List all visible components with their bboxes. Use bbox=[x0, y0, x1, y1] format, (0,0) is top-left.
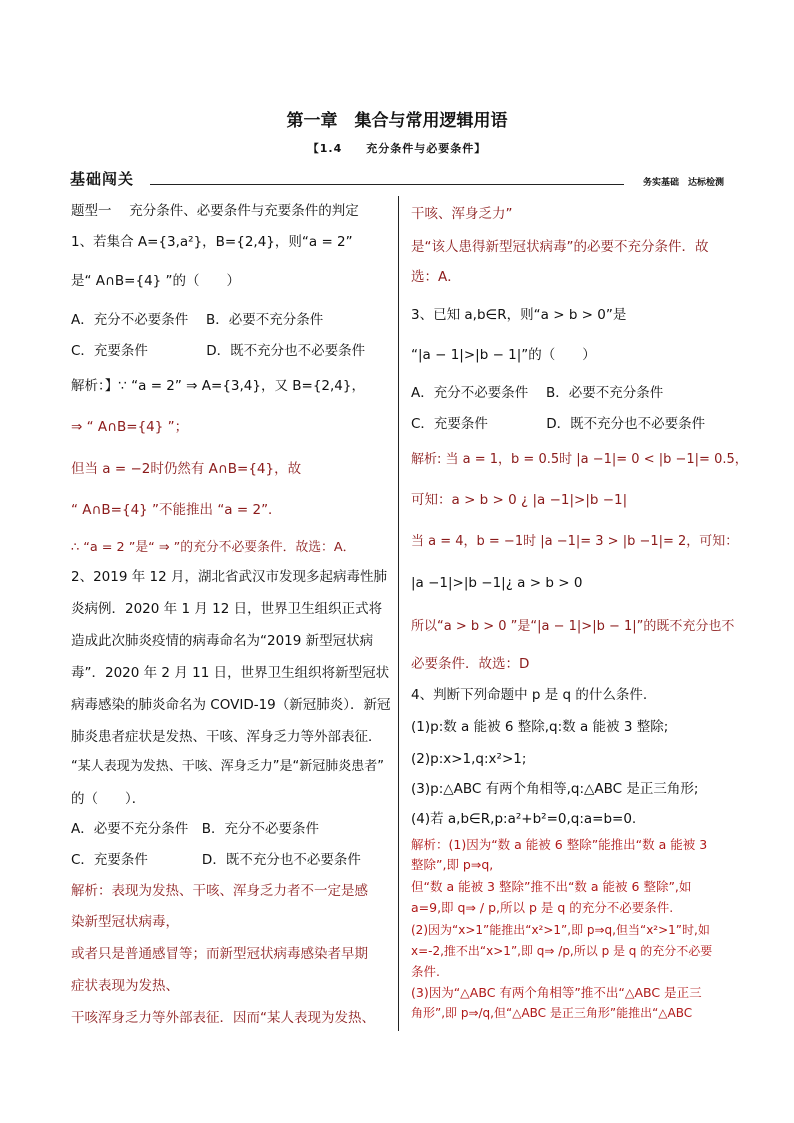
q3-stem-cont: “|a − 1|>|b − 1|”的（ ） bbox=[411, 347, 596, 363]
q4-solution: 解析：(1)因为“数 a 能被 6 整除”能推出“数 a 能被 3 bbox=[411, 837, 708, 852]
q4-stem: 4、判断下列命题中 p 是 q 的什么条件. bbox=[411, 687, 648, 703]
q1-stem: 1、若集合 A={3,a²}，B={2,4}，则“a = 2” bbox=[71, 234, 353, 250]
q3-stem: 3、已知 a,b∈R，则“a > b > 0”是 bbox=[411, 307, 627, 323]
q4-solution: 整除”,即 p⇒q, bbox=[411, 857, 494, 872]
q2-options-ab: A．必要不充分条件 B．充分不必要条件 bbox=[71, 821, 319, 837]
section-label: 基础闯关 bbox=[70, 170, 135, 188]
q4-solution: (2)因为“x>1”能推出“x²>1”,即 p⇒q,但当“x²>1”时,如 bbox=[411, 923, 710, 937]
q4-solution: (3)因为“△ABC 有两个角相等”推不出“△ABC 是正三 bbox=[411, 985, 702, 1000]
q1-solution: 解析：】∵ “a = 2” ⇒ A={3,4}，又 B={2,4}， bbox=[71, 378, 365, 394]
question-type-heading: 题型一 充分条件、必要条件与充要条件的判定 bbox=[71, 203, 359, 219]
page-title: 第一章 集合与常用逻辑用语 bbox=[286, 111, 508, 131]
q2-stem: 毒”．2020 年 2 月 11 日，世界卫生组织将新型冠状 bbox=[71, 665, 390, 681]
q3-options-cd: C．充要条件 D．既不充分也不必要条件 bbox=[411, 416, 706, 432]
q3-options-ab: A．充分不必要条件 B．必要不充分条件 bbox=[411, 385, 664, 401]
q4-item: (2)p:x>1,q:x²>1; bbox=[411, 751, 527, 767]
q3-solution: 所以“a > b > 0 ”是“|a − 1|>|b − 1|”的既不充分也不 bbox=[411, 619, 735, 634]
q2-solution: 或者只是普通感冒等；而新型冠状病毒感染者早期 bbox=[71, 946, 368, 962]
q4-item: (4)若 a,b∈R,p:a²+b²=0,q:a=b=0. bbox=[411, 811, 637, 827]
q2-stem: 病毒感染的肺炎命名为 COVID-19（新冠肺炎）．新冠 bbox=[71, 697, 391, 713]
section-header bbox=[70, 168, 724, 190]
q2-solution: 症状表现为发热、 bbox=[71, 978, 179, 994]
q2-answer: 选：A． bbox=[411, 269, 461, 285]
q3-solution: 可知：a > b > 0 ¿ |a −1|>|b −1| bbox=[411, 492, 628, 508]
q4-solution: a=9,即 q⇒ / p,所以 p 是 q 的充分不必要条件. bbox=[411, 900, 674, 915]
q4-solution: 条件. bbox=[411, 964, 440, 979]
q2-stem: 肺炎患者症状是发热、干咳、浑身乏力等外部表征． bbox=[71, 729, 382, 745]
section-divider bbox=[150, 184, 624, 185]
q1-stem-cont: 是“ A∩B={4} ”的（ ） bbox=[71, 273, 241, 289]
q2-solution-cont: 干咳、浑身乏力” bbox=[411, 206, 513, 222]
q2-solution-cont: 是“该人患得新型冠状病毒”的必要不充分条件．故 bbox=[411, 239, 709, 255]
q1-solution-line: ⇒ “ A∩B={4} ”； bbox=[71, 419, 189, 435]
section-tagline: 务实基础 达标检测 bbox=[642, 178, 724, 188]
page-subtitle: 【1.4 充分条件与必要条件】 bbox=[307, 142, 487, 155]
q1-solution-line: “ A∩B={4} ”不能推出 “a = 2”． bbox=[71, 502, 282, 518]
q2-stem: 2、2019 年 12 月，湖北省武汉市发现多起病毒性肺 bbox=[71, 569, 387, 585]
q4-solution: 角形”,即 p⇒/q,但“△ABC 是正三角形”能推出“△ABC bbox=[411, 1006, 693, 1020]
q2-stem: “某人表现为发热、干咳、浑身乏力”是“新冠肺炎患者” bbox=[71, 759, 384, 774]
q1-options-ab: A．充分不必要条件 B．必要不充分条件 bbox=[71, 312, 324, 328]
q1-solution-line: 但当 a = −2时仍然有 A∩B={4}，故 bbox=[71, 461, 302, 477]
q2-solution: 干咳浑身乏力等外部表征．因而“某人表现为发热、 bbox=[71, 1010, 375, 1026]
q3-answer: 必要条件．故选：D bbox=[411, 656, 530, 672]
q4-item: (3)p:△ABC 有两个角相等,q:△ABC 是正三角形; bbox=[411, 781, 699, 797]
q2-solution: 染新型冠状病毒， bbox=[71, 914, 179, 930]
q2-stem: 造成此次肺炎疫情的病毒命名为“2019 新型冠状病 bbox=[71, 633, 374, 649]
q4-solution: 但“数 a 能被 3 整除”推不出“数 a 能被 6 整除”,如 bbox=[411, 879, 692, 894]
q3-solution: 当 a = 4，b = −1时 |a −1|= 3 > |b −1|= 2，可知： bbox=[411, 534, 739, 549]
q2-options-cd: C．充要条件 D．既不充分也不必要条件 bbox=[71, 852, 361, 868]
q4-solution: x=-2,推不出“x>1”,即 q⇒ /p,所以 p 是 q 的充分不必要 bbox=[411, 944, 713, 958]
q3-solution: |a −1|>|b −1|¿ a > b > 0 bbox=[411, 575, 583, 591]
q1-answer: ∴ “a = 2 ”是“ ⇒ ”的充分不必要条件．故选：A． bbox=[71, 540, 356, 555]
q2-solution: 解析：表现为发热、干咳、浑身乏力者不一定是感 bbox=[71, 883, 368, 899]
q2-stem: 炎病例．2020 年 1 月 12 日，世界卫生组织正式将 bbox=[71, 601, 383, 617]
q2-stem: 的（ ）． bbox=[71, 791, 146, 807]
q3-solution: 解析: 当 a = 1，b = 0.5时 |a −1|= 0 < |b −1|= 0.5， bbox=[411, 452, 748, 467]
q4-item: (1)p:数 a 能被 6 整除,q:数 a 能被 3 整除; bbox=[411, 719, 669, 735]
column-divider bbox=[398, 196, 399, 1031]
q1-options-cd: C．充要条件 D．既不充分也不必要条件 bbox=[71, 343, 366, 359]
